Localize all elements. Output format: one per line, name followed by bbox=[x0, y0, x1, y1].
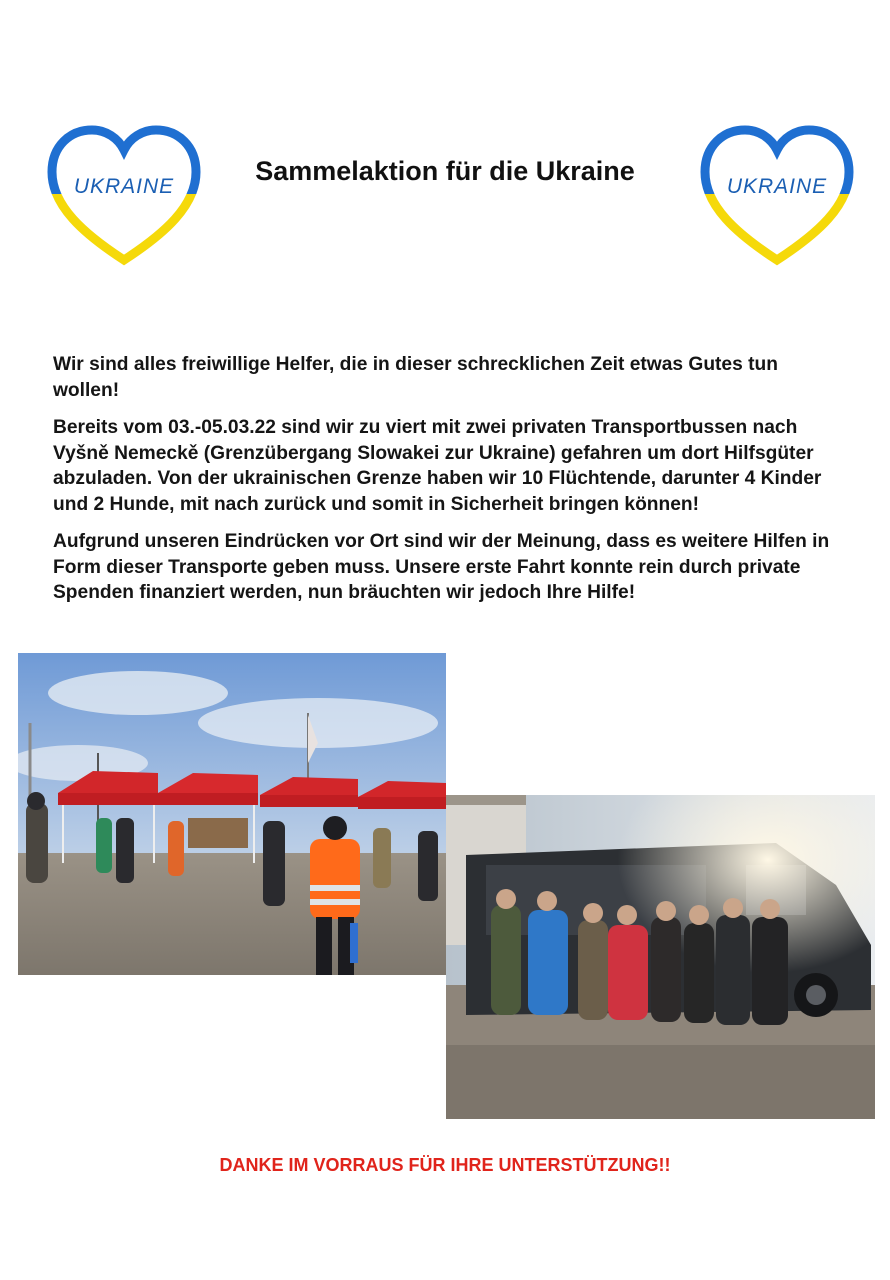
body-text bbox=[53, 352, 843, 618]
heart-logo-label: UKRAINE bbox=[73, 175, 175, 198]
photo-aid-tents bbox=[18, 653, 446, 975]
ukraine-heart-logo-right bbox=[697, 122, 857, 267]
photo-volunteers-van bbox=[446, 795, 875, 1119]
paragraph-trip: Bereits vom 03.-05.03.22 sind wir zu viert mit zwei privaten Transportbussen nach Vyšně Nemeckě (Grenzübergang Slowakei zur Ukraine) gefahren um dort Hilfsgüter abzuladen. Von der ukrainischen Grenze haben wir 10 Flüchtende, darunter 4 Kinder und 2 Hunde, mit nach zurück und somit in Sicherheit bringen können! bbox=[53, 417, 822, 515]
heart-logo-label: UKRAINE bbox=[726, 175, 828, 198]
paragraph-appeal: Aufgrund unseren Eindrücken vor Ort sind wir der Meinung, dass es weitere Hilfen in Form dieser Transporte geben muss. Unsere erste Fahrt konnte rein durch private Spenden finanziert werden, nun bräuchten wir jedoch Ihre Hilfe! bbox=[53, 531, 830, 603]
thank-you-note: DANKE IM VORRAUS FÜR IHRE UNTERSTÜTZUNG!! bbox=[219, 1155, 671, 1175]
page-title: Sammelaktion für die Ukraine bbox=[255, 156, 635, 186]
ukraine-heart-logo-left bbox=[44, 122, 204, 267]
paragraph-intro: Wir sind alles freiwillige Helfer, die in dieser schrecklichen Zeit etwas Gutes tun wollen! bbox=[53, 354, 778, 401]
